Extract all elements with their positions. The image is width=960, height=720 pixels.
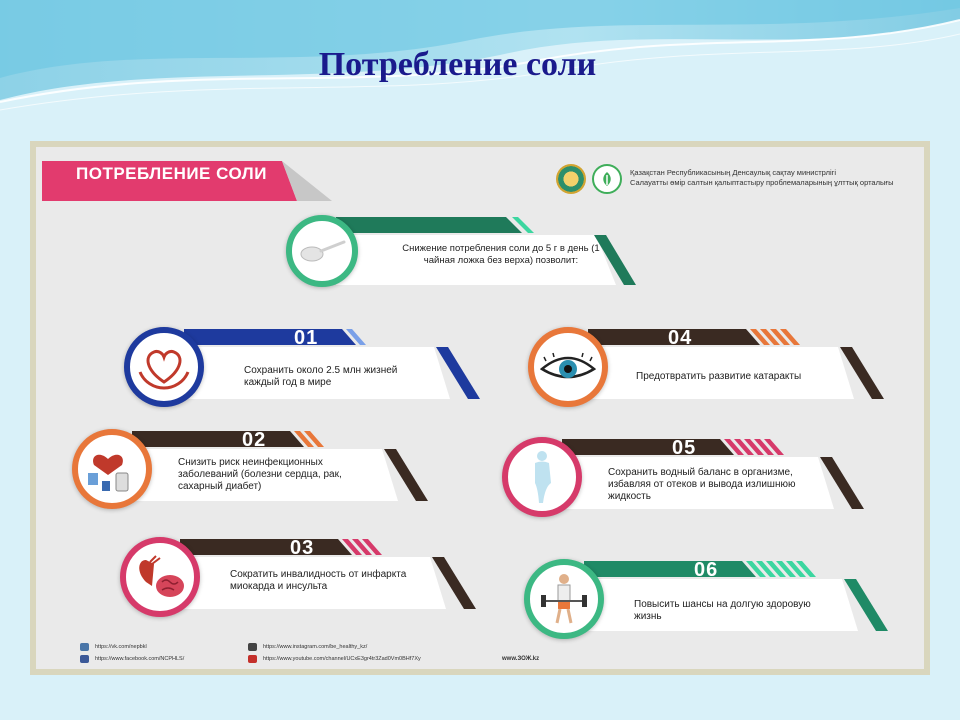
footer-link-facebook[interactable] (80, 655, 184, 663)
footer-link-instagram[interactable] (248, 643, 367, 651)
body-silhouette-icon (527, 449, 557, 505)
item-06-number: 06 (694, 559, 719, 581)
ministry-line-1: Қазақстан Республикасының Денсаулық сақтау министрлігі (630, 168, 837, 177)
spoon-icon (298, 236, 346, 266)
item-04-text: Предотвратить развитие катаракты (636, 371, 802, 382)
heart-brain-icon (132, 552, 188, 602)
item-01-number: 01 (294, 327, 319, 349)
item-05-text: Сохранить водный баланс в организме, избавляя от отеков и вывода излишнюю жидкость (608, 467, 796, 502)
item-02-text: Снизить риск неинфекционных заболеваний (болезни сердца, рак, сахарный диабет) (178, 457, 342, 492)
item-05-circle (502, 437, 582, 517)
kazakhstan-emblem-icon (556, 164, 586, 194)
ministry-line-2: Салауатты өмір салтын қалыптастыру проблемаларының ұлттық орталығы (630, 178, 894, 187)
ministry-text (630, 168, 930, 188)
item-03-circle (120, 537, 200, 617)
footer-site[interactable]: www.ЗОЖ.kz (502, 656, 540, 662)
footer-link-text: https://www.youtube.com/channel/UCxE3gr4tr3Zad0Vm0BHf7Xy (263, 656, 421, 662)
spoon-circle (286, 215, 358, 287)
item-03-text: Сократить инвалидность от инфаркта миокарда и инсульта (230, 569, 407, 592)
infographic-poster (30, 141, 930, 675)
item-04-number: 04 (668, 327, 693, 349)
benefit-item-01 (124, 327, 504, 413)
footer-link-text: https://www.facebook.com/NCPHLS/ (95, 656, 185, 662)
instagram-icon (248, 643, 257, 651)
eye-icon (540, 351, 596, 383)
poster-banner-title: ПОТРЕБЛЕНИЕ СОЛИ (76, 164, 267, 183)
benefit-item-02 (72, 429, 452, 515)
vk-icon (80, 643, 89, 651)
poster-footer (36, 641, 930, 669)
item-03-number: 03 (290, 537, 315, 559)
youtube-icon (248, 655, 257, 663)
weightlifter-icon (539, 571, 589, 627)
footer-link-vk[interactable] (80, 643, 147, 651)
item-02-circle (72, 429, 152, 509)
center-logo-icon (592, 164, 622, 194)
item-05-number: 05 (672, 437, 697, 459)
item-04-circle (528, 327, 608, 407)
heart-hands-icon (136, 342, 192, 392)
item-06-text: Повысить шансы на долгую здоровую жизнь (634, 599, 811, 622)
item-06-circle (524, 559, 604, 639)
footer-link-text: https://www.instagram.com/be_healthy_kz/ (263, 644, 368, 650)
item-01-circle (124, 327, 204, 407)
intro-block (286, 215, 656, 295)
benefit-item-04 (528, 327, 908, 413)
footer-link-youtube[interactable] (248, 655, 421, 663)
benefit-item-05 (502, 437, 882, 523)
benefit-item-06 (524, 559, 904, 645)
footer-link-text: https://vk.com/nepbkl (95, 644, 147, 650)
facebook-icon (80, 655, 89, 663)
item-02-number: 02 (242, 429, 267, 451)
item-01-text: Сохранить около 2.5 млн жизней каждый год в мире (244, 365, 398, 388)
intro-text: Снижение потребления соли до 5 г в день (1 чайная ложка без верха) позволит: (402, 243, 600, 266)
slide-title: Потребление соли (318, 46, 597, 83)
benefit-item-03 (120, 537, 500, 623)
medical-devices-icon (84, 443, 140, 495)
